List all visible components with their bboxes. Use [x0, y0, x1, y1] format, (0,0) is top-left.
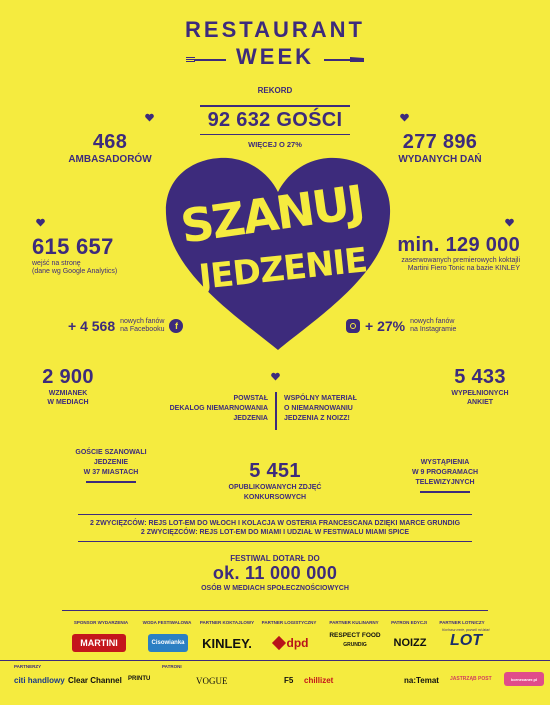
sponsor-label-culinary: PARTNER KULINARNY [329, 620, 379, 625]
surveys-value: 5 433 [454, 366, 506, 388]
mentions-stat [18, 366, 118, 407]
cocktails-line1: zaserwowanych premierowych koktajli [401, 257, 520, 264]
martini-logo: MARTINI [72, 634, 126, 652]
jastrzab-post-logo: JASTRZĄB POST [450, 676, 492, 682]
clear-channel-logo: Clear Channel [68, 676, 122, 685]
sponsor-label-airline: PARTNER LOTNICZY [439, 620, 485, 625]
mentions-line2: W MEDIACH [47, 399, 89, 406]
mentions-value: 2 900 [42, 366, 94, 388]
natemat-logo: na:Temat [404, 676, 439, 685]
record-bottom-rule [200, 134, 350, 136]
photos-stat [200, 460, 350, 503]
sponsors-rule [62, 610, 488, 611]
tv-rule [420, 491, 470, 493]
tv-line3: TELEWIZYJNYCH [415, 479, 475, 486]
dishes-value: 277 896 [402, 131, 478, 153]
title-restaurant: RESTAURANT [185, 17, 365, 42]
facebook-stat [68, 318, 183, 334]
decalogue-line1: POWSTAŁ [233, 395, 268, 402]
reach-line2: OSÓB W MEDIACH SPOŁECZNOŚCIOWYCH [201, 585, 349, 592]
surveys-line1: WYPEŁNIONYCH [451, 390, 509, 397]
decalogue-line2: DEKALOG NIEMARNOWANIA [169, 405, 268, 412]
heart-line2: JEDZENIE [197, 240, 369, 298]
dpd-logo-wrap [264, 634, 318, 652]
heart-icon [271, 372, 280, 381]
instagram-icon [346, 319, 360, 333]
record-label: REKORD [257, 86, 293, 95]
facebook-value: + 4 568 [68, 318, 116, 334]
f5-logo: F5 [284, 676, 294, 685]
vogue-logo: VOGUE [196, 676, 228, 686]
decalogue-line3: JEDZENIA [233, 415, 268, 422]
material-note [284, 394, 402, 424]
lot-tagline: Kochasz mnie, pozwól mi latać [442, 628, 490, 632]
cisowianka-logo: Cisowianka [148, 634, 188, 652]
vertical-divider [275, 392, 277, 430]
cities-note [56, 448, 166, 483]
fork-icon [186, 56, 226, 64]
prizes-box [78, 514, 472, 542]
sponsor-label-cocktail: PARTNER KOKTAJLOWY [199, 620, 255, 625]
record-top-rule [200, 105, 350, 107]
ambassadors-label: AMBASADORÓW [68, 154, 152, 165]
printu-logo: PRINTU [128, 676, 151, 682]
cities-rule [86, 481, 136, 483]
respect-food-logo: RESPECT FOOD [329, 632, 381, 639]
sponsor-label-event: SPONSOR WYDARZENIA [73, 620, 129, 625]
knife-icon [324, 56, 364, 64]
cities-line1: GOŚCIE SZANOWALI [75, 449, 147, 456]
mentions-line1: WZMIANEK [48, 390, 88, 397]
prize-line1: 2 ZWYCIĘZCÓW: REJS LOT-EM DO WŁOCH I KOLACJA W OSTERIA FRANCESCANA DZIĘKI MARCE GRUNDIG [89, 520, 461, 527]
facebook-line1: nowych fanów [120, 318, 165, 325]
prize-line2: 2 ZWYCIĘZCÓW: REJS LOT-EM DO MIAMI I UDZIAŁ W FESTIWALU MIAMI SPICE [140, 529, 410, 536]
heart-icon [400, 113, 409, 122]
material-line3: JEDZENIA Z NOIZZ! [284, 415, 350, 422]
facebook-icon: f [169, 319, 183, 333]
photos-value: 5 451 [249, 460, 301, 482]
facebook-line2: na Facebooku [120, 326, 165, 333]
kinley-logo: KINLEY. [202, 635, 252, 651]
tv-line2: W 9 PROGRAMACH [411, 469, 479, 476]
dishes-label: WYDANYCH DAŃ [398, 154, 482, 165]
lot-logo: LOT [450, 632, 482, 649]
patrons-label: PATRONI [162, 664, 182, 669]
chillizet-logo: chillizet [304, 676, 334, 685]
heart-icon [36, 218, 45, 227]
record-growth: WIĘCEJ O 27% [248, 140, 302, 149]
respect-food-logo-wrap [326, 632, 384, 648]
cocktails-value: min. 129 000 [397, 234, 520, 256]
lot-logo-wrap [440, 628, 492, 650]
dpd-cube-icon [271, 636, 285, 650]
photos-line1: OPUBLIKOWANYCH ZDJĘĆ [228, 484, 322, 491]
reach-stat [0, 554, 550, 594]
material-line2: O NIEMARNOWANIU [284, 405, 353, 412]
instagram-line1: nowych fanów [410, 318, 455, 325]
surveys-line2: ANKIET [466, 399, 494, 406]
sponsor-label-water: WODA FESTIWALOWA [142, 620, 192, 625]
visits-line2: (dane wg Google Analytics) [32, 268, 118, 275]
dpd-logo: dpd [286, 636, 309, 650]
instagram-value: + 27% [365, 318, 406, 334]
visits-line1: wejść na stronę [32, 260, 81, 267]
ambassadors-value: 468 [92, 131, 128, 153]
dishes-stat [380, 131, 500, 165]
sponsor-label-patron: PATRON EDYCJI [391, 620, 427, 625]
photos-line2: KONKURSOWYCH [243, 494, 307, 501]
ambassadors-stat [60, 131, 160, 165]
cities-line2: JEDZENIE [93, 459, 129, 466]
citi-logo: citi handlowy [14, 676, 65, 685]
reach-line1: FESTIWAL DOTARŁ DO [230, 554, 320, 563]
grundig-logo: GRUNDIG [343, 642, 367, 648]
material-line1: WSPÓLNY MATERIAŁ [284, 395, 357, 402]
heart-line1: SZANUJ [177, 174, 367, 254]
partners-label: PARTNERZY [14, 664, 42, 669]
tv-note [390, 458, 500, 493]
instagram-line2: na Instagramie [410, 326, 457, 333]
record-guests: 92 632 GOŚCI [207, 108, 343, 131]
noizz-logo: NOIZZ [393, 637, 427, 649]
heart-icon [505, 218, 514, 227]
partners-rule [0, 660, 550, 661]
visits-stat [32, 234, 172, 276]
reach-value: ok. 11 000 000 [212, 563, 338, 583]
sponsor-label-logistics: PARTNER LOGISTYCZNY [261, 620, 317, 625]
kornecaner-logo: kornecaner.pl [504, 672, 544, 686]
heart-icon [145, 113, 154, 122]
decalogue-note [150, 394, 268, 424]
cities-line3: W 37 MIASTACH [83, 469, 139, 476]
instagram-stat [346, 318, 456, 334]
surveys-stat [430, 366, 530, 407]
visits-value: 615 657 [32, 234, 114, 259]
cocktails-line2: Martini Fiero Tonic na bazie KINLEY [407, 265, 520, 272]
tv-line1: WYSTĄPIENIA [420, 459, 470, 466]
title-week: WEEK [236, 44, 314, 69]
cocktails-stat [360, 234, 520, 273]
